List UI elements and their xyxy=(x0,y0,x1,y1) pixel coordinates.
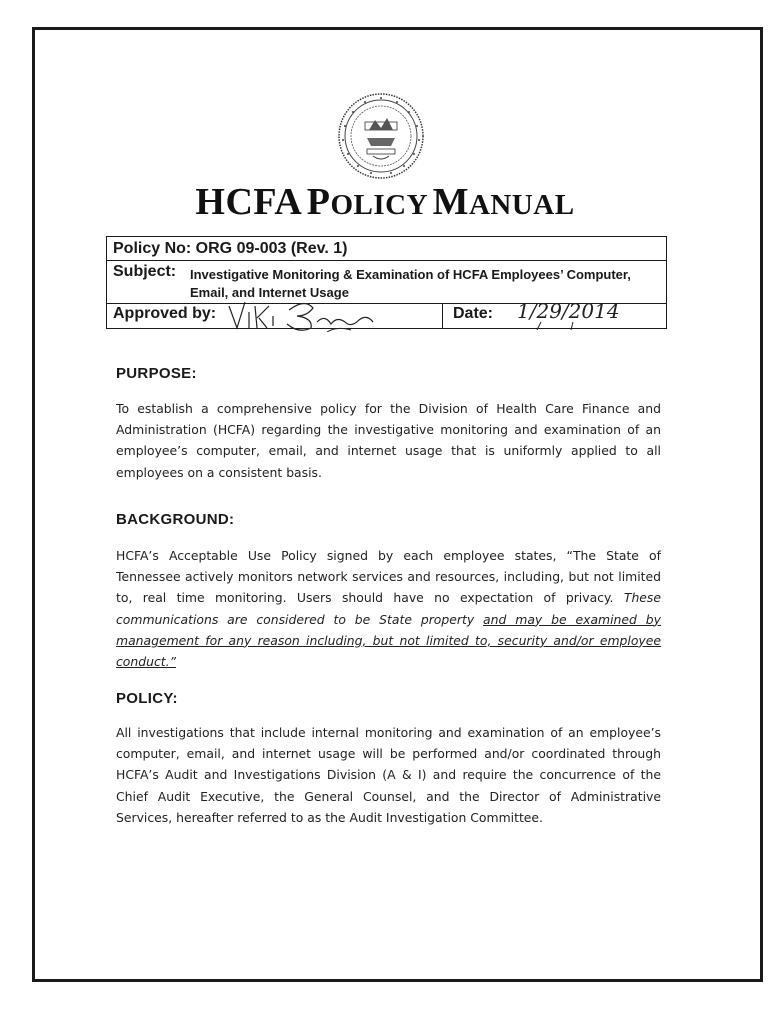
handwritten-date xyxy=(511,296,661,332)
policy-number: Policy No: ORG 09-003 (Rev. 1) xyxy=(107,237,666,261)
background-paragraph: HCFA’s Acceptable Use Policy signed by each employee states, “The State of Tennessee actively monitors network services and resources, including, but not limited to, real time monitoring. Users should have no expectation of privacy. These communications are considered to be State property and may be examined by management for any reason including, but not limited to, security and/or employee conduct.” xyxy=(116,548,661,670)
background-heading: BACKGROUND: xyxy=(116,511,235,528)
approval-divider xyxy=(442,304,443,328)
purpose-heading: PURPOSE: xyxy=(116,365,197,382)
state-seal-icon xyxy=(337,92,425,180)
policy-paragraph: All investigations that include internal monitoring and examination of an employee’s computer, email, and internet usage will be performed and/or coordinated through HCFA’s Audit and Investigations Division (A & I) and require the concurrence of the Chief Audit Executive, the General Counsel, and the Director of Administrative Services, hereafter referred to as the Audit Investigation Committee. xyxy=(116,725,661,825)
subject-text: Investigative Monitoring & Examination of HCFA Employees’ Computer, Email, and Internet Usage xyxy=(190,267,631,300)
policy-heading: POLICY: xyxy=(116,690,178,707)
svg-text:1/29/2014: 1/29/2014 xyxy=(517,299,620,323)
page-title: HCFA POLICY MANUAL xyxy=(195,181,575,223)
purpose-paragraph: To establish a comprehensive policy for the Division of Health Care Finance and Administration (HCFA) regarding the investigative monitoring and examination of an employee’s computer, email, and internet usage that is uniformly applied to all employees on a consistent basis. xyxy=(116,401,661,480)
handwritten-signature xyxy=(227,292,437,332)
approval-row xyxy=(107,299,666,328)
date-label: Date: xyxy=(453,305,494,322)
approved-by-label: Approved by: xyxy=(113,305,217,322)
policy-info-box xyxy=(106,236,667,329)
subject-label: Subject: xyxy=(113,263,177,280)
